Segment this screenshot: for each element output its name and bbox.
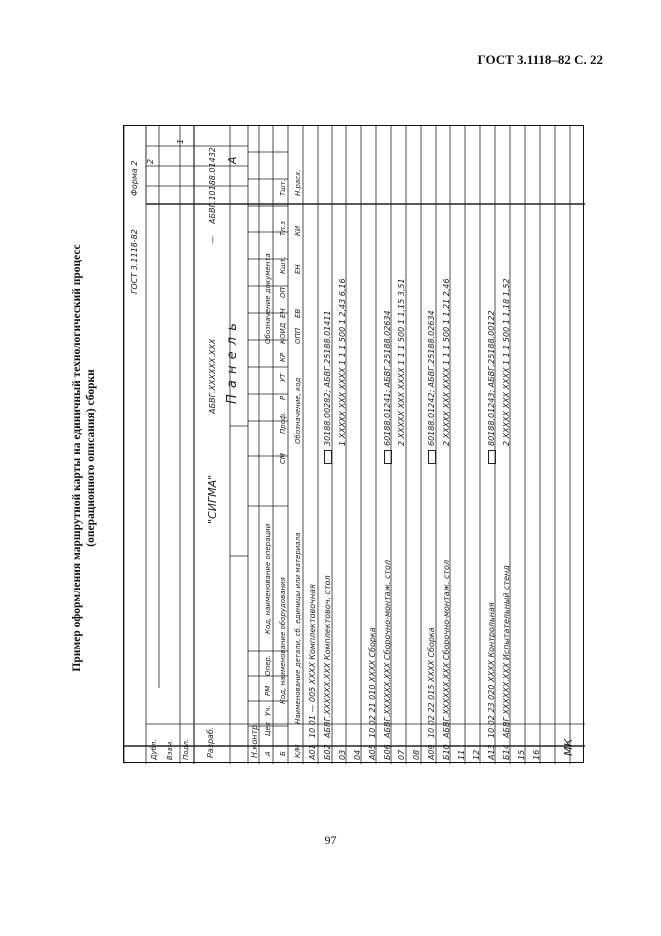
head-km-opp: ОПП	[294, 327, 302, 344]
head-km-ev: ЕВ	[294, 308, 302, 318]
row-number: 03	[337, 749, 347, 760]
form-footer-mk: МК	[562, 738, 575, 756]
row-text: АБВГ.XXXXXX.XXX Комплектовоч. стол	[322, 575, 332, 738]
head-b-kr: КР	[279, 352, 287, 362]
row-number: 07	[397, 749, 407, 760]
doc-code: АБВГ.ХХХХХХ.ХХХ	[208, 338, 217, 414]
head-km-ki: КИ	[294, 225, 302, 236]
head-km-name: Наименование детали, сб. единицы или материала	[294, 532, 302, 724]
route-card-form	[123, 125, 584, 763]
row-number: Б06	[382, 744, 392, 760]
doc-dash: —	[208, 236, 217, 244]
control-label: Н.контр.	[250, 722, 259, 758]
head-b-en: ЕН	[279, 308, 287, 318]
head-b-tpz: Тп.з	[279, 221, 287, 236]
head-b-ut: УТ	[279, 373, 287, 382]
head-b-prof: Проф.	[279, 411, 287, 434]
doc-number: АБВГ.10188.01432	[208, 147, 217, 224]
row-text: 10 02 23 020 XXXX Контрольная	[486, 602, 496, 738]
row-number: А05	[367, 744, 377, 760]
head-km-code: Обозначение, код	[294, 377, 302, 444]
row-number: 16	[531, 749, 541, 760]
head-b-tsht: Тшт.	[279, 179, 287, 196]
head-b-r: Р	[279, 395, 287, 400]
head-b-equipment: Код, наименование оборудования	[279, 577, 287, 704]
row-text: 10 02 22 015 XXXX Сборка	[427, 627, 437, 738]
row-number: А01	[308, 744, 317, 760]
row-text: 10 02 21 010 XXXX Сборка	[367, 627, 377, 738]
head-b-b: Б	[279, 751, 287, 756]
row-text: 10 01 — 005 XXXX Комплектовочная	[308, 584, 317, 738]
row-number: Б02	[322, 744, 332, 760]
row-number: Б10	[442, 744, 452, 760]
caption-line-2: (операционного описания) сборки	[85, 369, 97, 547]
sheet-number: 1	[176, 138, 185, 144]
row-number: 11	[457, 749, 466, 760]
page-number: 97	[324, 833, 337, 847]
product-name: П а н е л ь	[225, 322, 240, 404]
head-b-op: ОП	[279, 287, 287, 298]
row-text: АБВГ.XXXXXX.XXX Сборочно-монтаж. стол	[382, 559, 392, 738]
form-standard: ГОСТ 3.1118-82	[130, 229, 139, 294]
head-km-en: ЕН	[294, 264, 302, 274]
head-a-area: Уч.	[264, 705, 272, 716]
side-label-vzam: Взам.	[166, 739, 174, 760]
head-a-opname: Код, наименование операции	[264, 523, 272, 634]
company-name: "СИГМА"	[206, 474, 219, 524]
row-text: АБВГ.XXXXXX.XXX Испытательный стенд	[501, 565, 511, 738]
side-label-dubl: Дубл.	[150, 739, 158, 760]
row-detail: 2 XXXXX XXX XXXX 1 1 1 500 1 1,21 2,46	[442, 278, 452, 446]
row-detail: 1 XXXXX XXX XXXX 1 1 1 500 1 2,43 6,16	[337, 278, 347, 446]
row-number: 15	[516, 749, 526, 760]
row-detail: 60188.01242; АБВГ.25188.02634	[427, 310, 437, 446]
row-number: А09	[427, 744, 437, 760]
row-number: 04	[352, 749, 362, 760]
doc-box-icon	[428, 450, 436, 464]
row-detail: 2 XXXXX XXX XXXX 1 1 1 500 1 1,15 3,51	[397, 278, 407, 446]
form-label: Форма 2	[130, 160, 139, 196]
row-number: 12	[471, 749, 481, 760]
head-b-koid: КОИД	[279, 322, 287, 344]
side-label-podl: Подл.	[182, 738, 190, 760]
row-detail: 80188.01243; АБВГ.25188.00122	[486, 310, 496, 446]
head-a-rm: РМ	[264, 685, 272, 696]
caption-line-1: Пример оформления маршрутной карты на единичный технологический процесс	[71, 244, 83, 672]
head-b-sm: СМ	[279, 453, 287, 464]
page-header: ГОСТ 3.1118–82 С. 22	[477, 52, 603, 67]
head-km-nrash: Н.расх.	[294, 169, 302, 196]
row-number: А13	[486, 744, 496, 760]
doc-box-icon	[384, 450, 392, 464]
developer-label: Разраб.	[206, 726, 215, 758]
row-detail: 30188.00282; АБВГ.25188.01411	[322, 310, 332, 446]
row-detail: 2 XXXXX XXX XXXX 1 1 1 500 1 1,18 1,52	[501, 278, 511, 446]
doc-box-icon	[488, 450, 496, 464]
head-km-km: К/М	[294, 744, 302, 758]
form-content	[124, 126, 585, 764]
doc-letter: А	[226, 156, 239, 164]
head-a-doc: Обозначение документа	[264, 253, 272, 344]
row-number: 08	[412, 749, 422, 760]
head-b-ksht: Кшт.	[279, 256, 287, 274]
doc-box-icon	[324, 450, 332, 464]
row-text: АБВГ.XXXXXX.XXX Сборочно-монтаж. стол	[442, 559, 452, 738]
head-a-op: Опер.	[264, 654, 272, 676]
sheets-total: 2	[146, 158, 155, 164]
row-detail: 60188.01241; АБВГ.25188.02634	[382, 310, 392, 446]
head-a-shop: Цех	[264, 722, 272, 736]
row-number: Б14	[501, 744, 511, 760]
head-a-a: А	[264, 751, 272, 756]
